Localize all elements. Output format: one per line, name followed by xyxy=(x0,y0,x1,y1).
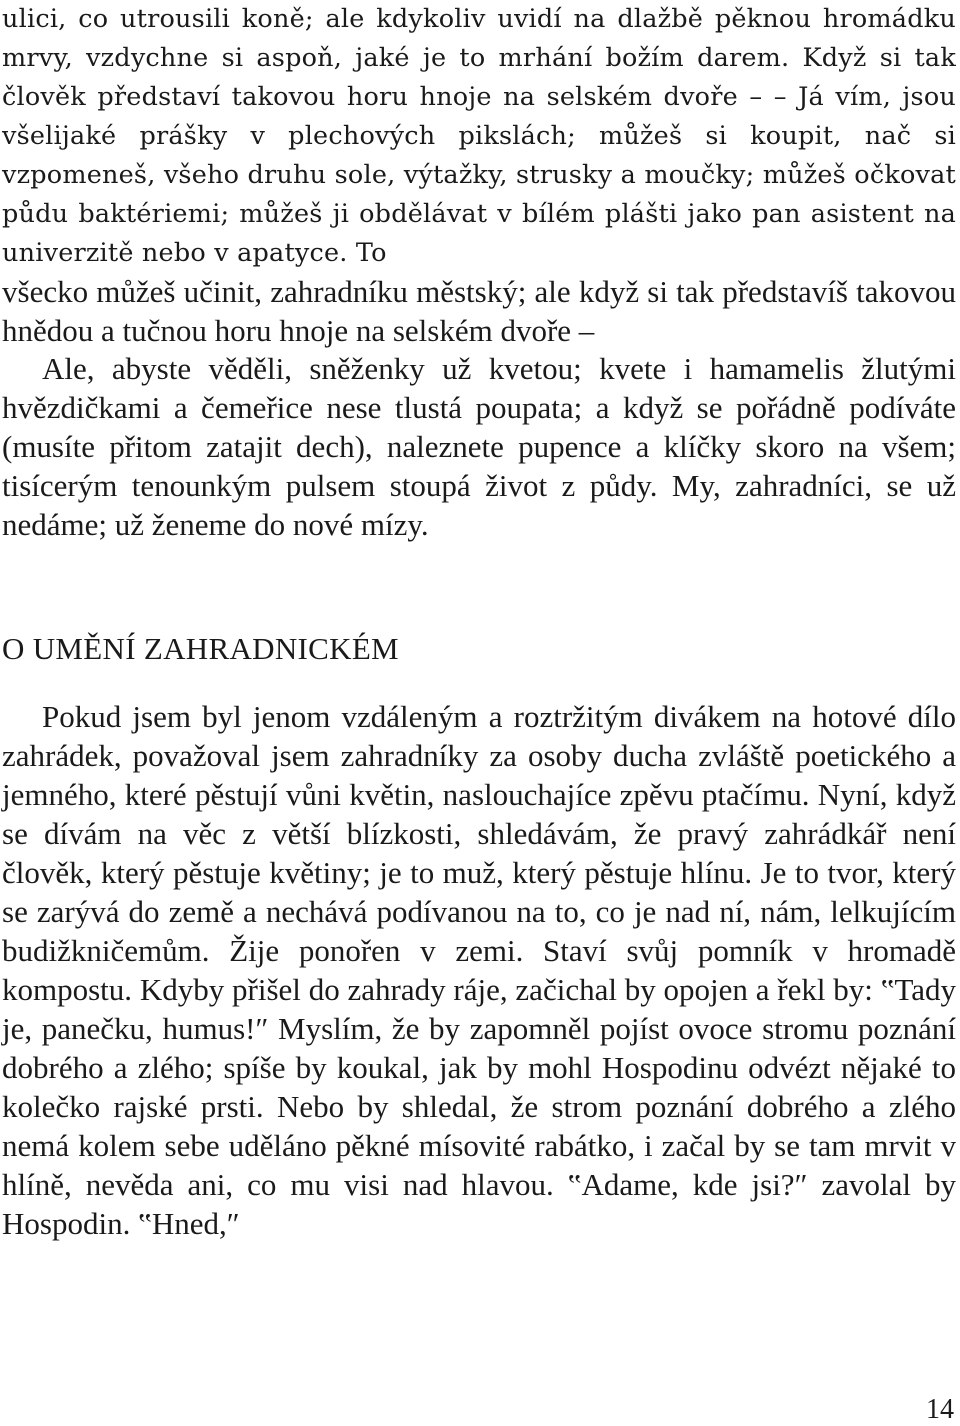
paragraph-snowdrops: Ale, abyste věděli, sněženky už kvetou; kvete i hamamelis žlutými hvězdičkami a čemeřice nese tlustá poupata; a když se pořádně podíváte (musíte přitom zatajit dech), naleznete pupence a klíčky skoro na všem; tisícerým tenounkým pulsem stoupá život z půdy. My, zahradníci, se už nedáme; už ženeme do nové mízy. xyxy=(2,351,956,542)
paragraph-manure: ulici, co utrousili koně; ale kdykoliv uvidí na dlažbě pěknou hromádku mrvy, vzdychne si aspoň, jaké je to mrhání božím darem. Když si tak člověk představí takovou horu hnoje na selském dvoře – – Já vím, jsou všelijaké prášky v plechových pikslách; můžeš si koupit, nač si vzpomeneš, všeho druhu sole, výtažky, strusky a moučky; můžeš očkovat půdu baktériemi; můžeš ji obdělávat v bílém plášti jako pan asistent na univerzitě nebo v apatyce. To xyxy=(2,4,956,268)
paragraph-gardening-art: Pokud jsem byl jenom vzdáleným a roztržitým divákem na hotové dílo zahrádek, považoval jsem zahradníky za osoby ducha zvláště poetického a jemného, které pěstují vůni květin, naslouchajíce zpěvu ptačímu. Nyní, když se dívám na věc z větší blízkosti, shledávám, že pravý zahrádkář není člověk, který pěstuje květiny; je to muž, který pěstuje hlínu. Je to tvor, který se zarývá do země a nechává podívanou na to, co je nad ní, nám, lelkujícím budižkničemům. Žije ponořen v zemi. Staví svůj pomník v hromadě kompostu. Kdyby přišel do zahrady ráje, začichal by opojen a řekl by: ‟Tady je, panečku, humus!″ Myslím, že by zapomněl pojíst ovoce stromu poznání dobrého a zlého; spíše by koukal, jak by mohl Hospodinu odvézt nějaké to kolečko rajské prsti. Nebo by shledal, že strom poznání dobrého a zlého nemá kolem sebe uděláno pěkné mísovité rabátko, i začal by se tam mrvit v hlíně, nevěda ani, co mu visi nad hlavou. ‟Adame, kde jsi?″ zavolal by Hospodin. ‟Hned,″ xyxy=(2,699,956,1241)
section-heading: O UMĚNÍ ZAHRADNICKÉM xyxy=(2,631,399,666)
page-number: 14 xyxy=(926,1394,954,1425)
paragraph-manure-continued: všecko můžeš učinit, zahradníku městský; ale když si tak představíš takovou hnědou a tučnou horu hnoje na selském dvoře – xyxy=(2,274,956,348)
